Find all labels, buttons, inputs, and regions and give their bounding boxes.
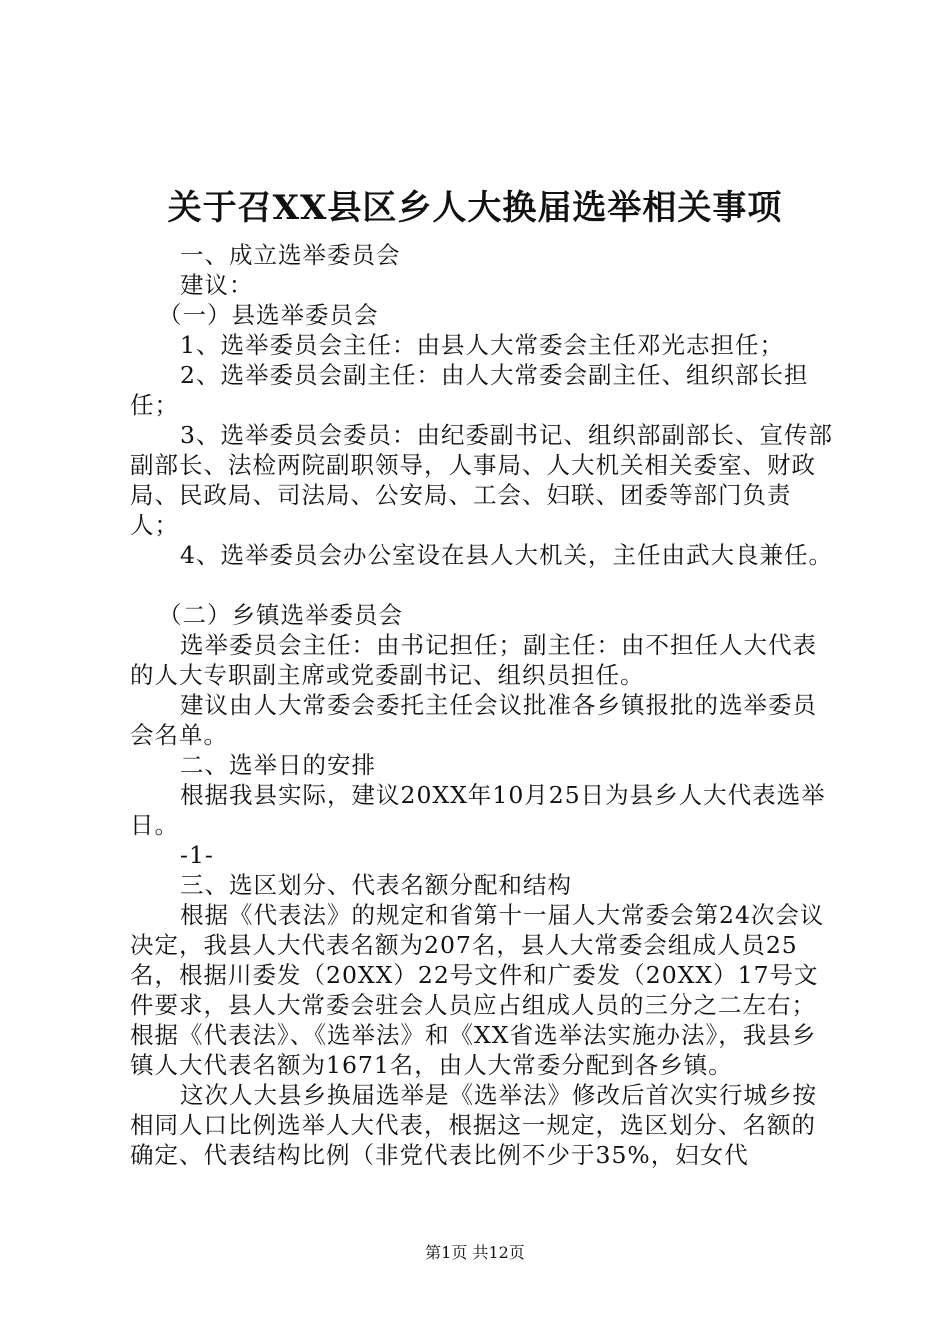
paragraph-suggestion: 建议： [180,271,254,299]
paragraph-approval: 建议由人大常委会委托主任会议批准各乡镇报批的选举委员会名单。 [130,691,817,749]
document-body [130,240,835,1170]
section-heading-1: 一、成立选举委员会 [180,241,401,269]
section-heading-3: 三、选区划分、代表名额分配和结构 [180,871,572,899]
list-item-1: 1、选举委员会主任：由县人大常委会主任邓光志担任； [180,331,784,359]
list-item-3: 3、选举委员会委员：由纪委副书记、组织部副部长、宣传部副部长、法检两院副职领导，人事局、人大机关相关委室、财政局、民政局、司法局、公安局、工会、妇联、团委等部门负责人； [130,421,833,539]
list-item-2: 2、选举委员会副主任：由人大常委会副主任、组织部长担任； [130,361,809,419]
subsection-heading-county: （一）县选举委员会 [158,301,379,329]
paragraph-township-committee: 选举委员会主任：由书记担任；副主任：由不担任人大代表的人大专职副主席或党委副书记、组织员担任。 [130,631,817,689]
blank-line [130,570,835,600]
section-heading-2: 二、选举日的安排 [180,751,376,779]
list-item-4: 4、选举委员会办公室设在县人大机关，主任由武大良兼任。 [180,541,833,569]
paragraph-election-day: 根据我县实际，建议20XX年10月25日为县乡人大代表选举日。 [130,781,826,839]
inline-page-marker: -1- [180,841,214,869]
paragraph-proportion: 这次人大县乡换届选举是《选举法》修改后首次实行城乡按相同人口比例选举人大代表，根据这一规定，选区划分、名额的确定、代表结构比例（非党代表比例不少于35%，妇女代 [130,1081,817,1169]
page-footer: 第1页 共12页 [425,1243,525,1262]
document-title: 关于召XX县区乡人大换届选举相关事项 [167,188,783,228]
paragraph-quota: 根据《代表法》的规定和省第十一届人大常委会第24次会议决定，我县人大代表名额为207名，县人大常委会组成人员25名，根据川委发（20XX）22号文件和广委发（20XX）17号文件要求，县人大常委会驻会人员应占组成人员的三分之二左右；根据《代表法》、《选举法》和《XX省选举法实施办法》，我县乡镇人大代表名额为1671名，由人大常委分配到各乡镇。 [130,901,825,1079]
subsection-heading-township: （二）乡镇选举委员会 [158,601,403,629]
